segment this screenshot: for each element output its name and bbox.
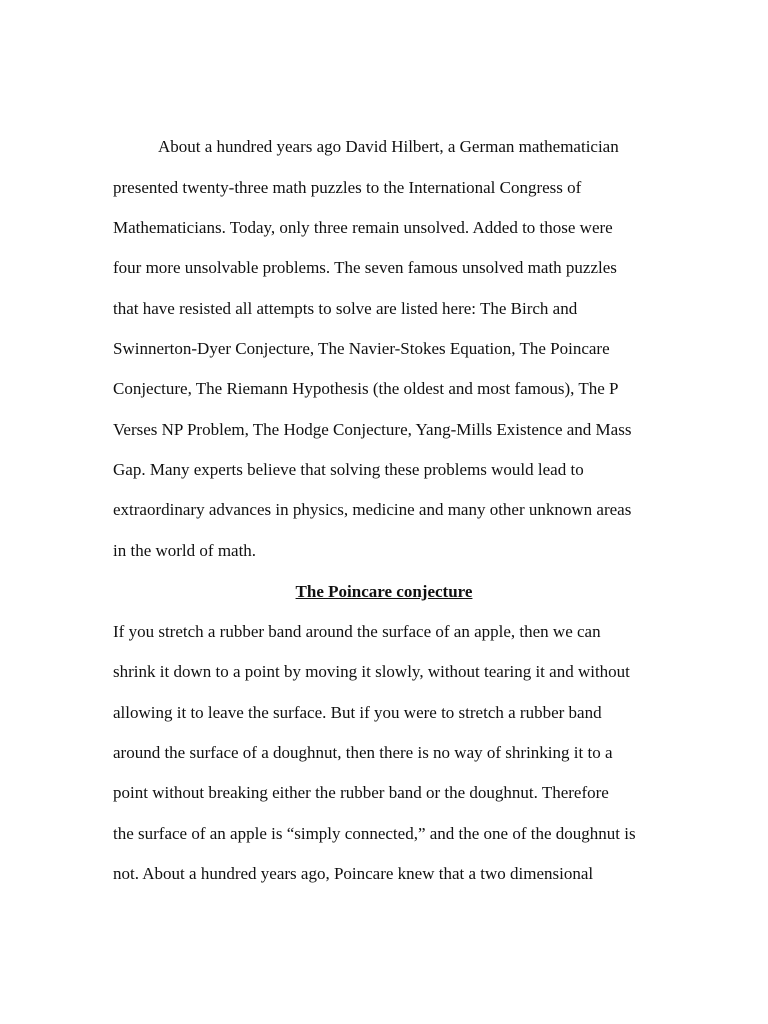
text-line: About a hundred years ago David Hilbert, a German mathematician: [158, 137, 619, 156]
text-line: Verses NP Problem, The Hodge Conjecture, Yang-Mills Existence and Mass: [113, 420, 632, 439]
text-line: four more unsolvable problems. The seven famous unsolved math puzzles: [113, 258, 617, 277]
section-heading: The Poincare conjecture: [295, 582, 473, 601]
text-line: Mathematicians. Today, only three remain unsolved. Added to those were: [113, 218, 613, 237]
text-line: presented twenty-three math puzzles to the International Congress of: [113, 178, 582, 197]
text-line: in the world of math.: [113, 541, 257, 560]
text-line: the surface of an apple is “simply connected,” and the one of the doughnut is: [113, 824, 636, 843]
text-line: that have resisted all attempts to solve are listed here: The Birch and: [113, 299, 578, 318]
text-line: If you stretch a rubber band around the surface of an apple, then we can: [113, 622, 601, 641]
text-line: shrink it down to a point by moving it slowly, without tearing it and without: [113, 662, 630, 681]
text-line: allowing it to leave the surface. But if you were to stretch a rubber band: [113, 703, 602, 722]
text-line: Swinnerton-Dyer Conjecture, The Navier-Stokes Equation, The Poincare: [113, 339, 610, 358]
text-line: not. About a hundred years ago, Poincare knew that a two dimensional: [113, 864, 594, 883]
text-line: Conjecture, The Riemann Hypothesis (the oldest and most famous), The P: [113, 379, 619, 398]
text-line: Gap. Many experts believe that solving these problems would lead to: [113, 460, 584, 479]
text-line: extraordinary advances in physics, medicine and many other unknown areas: [113, 500, 632, 519]
text-line: point without breaking either the rubber band or the doughnut. Therefore: [113, 783, 609, 802]
text-line: around the surface of a doughnut, then there is no way of shrinking it to a: [113, 743, 613, 762]
